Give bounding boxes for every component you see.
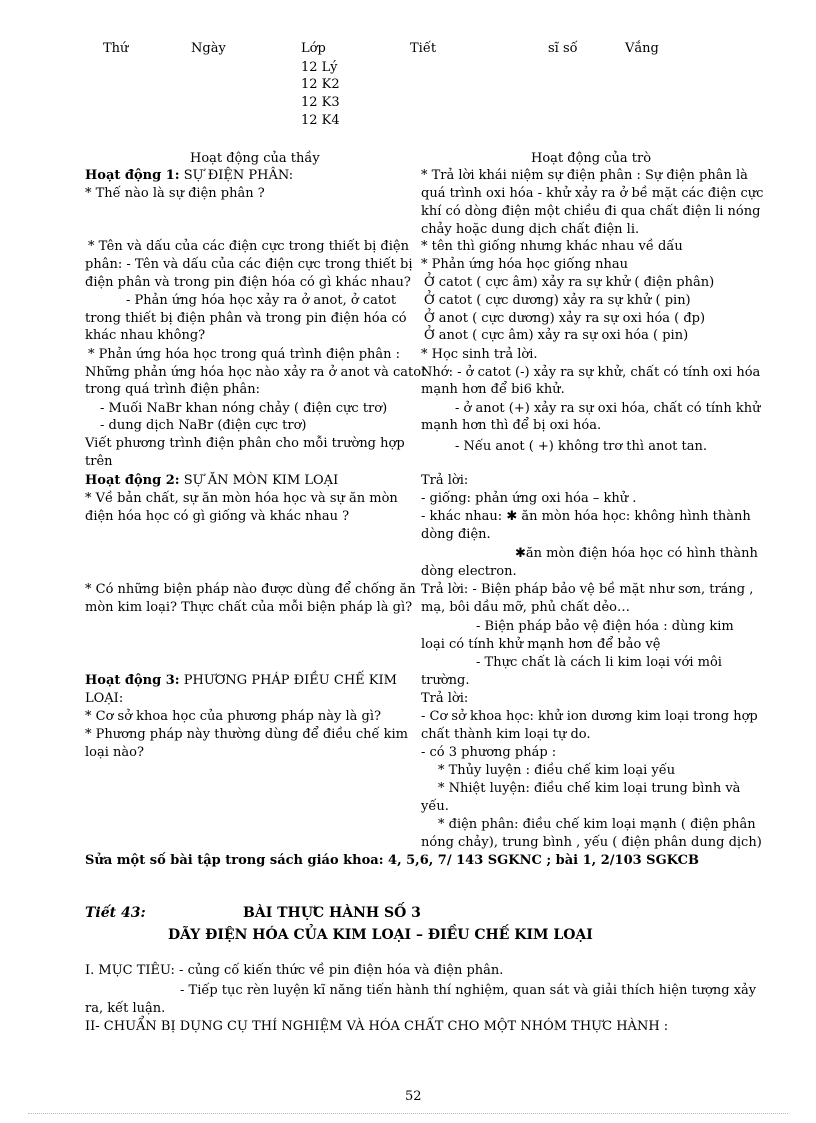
teacher-line: phân: - Tên và dấu của các điện cực trong thiết bị (85, 257, 413, 272)
teacher-line: Những phản ứng hóa học nào xảy ra ở anot và catot (85, 365, 427, 380)
student-line: Ở catot ( cực âm) xảy ra sự khử ( điện phân) (424, 275, 715, 290)
student-line: Trả lời: (421, 691, 469, 706)
student-line: Trả lời: - Biện pháp bảo vệ bề mặt như sơn, tráng , (421, 582, 754, 597)
page-number: 52 (405, 1089, 422, 1104)
class-item: 12 Lý (301, 60, 338, 75)
activity-2-label: Hoạt động 2: (85, 473, 180, 488)
student-line: ✱ăn mòn điện hóa học có hình thành (515, 546, 758, 561)
student-line: mạnh hơn để bi6 khử. (421, 382, 565, 397)
footer-divider (28, 1113, 788, 1114)
student-line: quá trình oxi hóa - khử xảy ra ở bề mặt các điện cực (421, 186, 764, 201)
header-vang: Vắng (625, 41, 659, 56)
teacher-line: - Muối NaBr khan nóng chảy ( điện cực trơ) (100, 401, 388, 416)
class-item: 12 K2 (301, 77, 340, 92)
header-lop: Lớp (301, 41, 326, 56)
student-line: dòng điện. (421, 527, 491, 542)
activity-2-title: SỰ ĂN MÒN KIM LOẠI (183, 473, 339, 488)
teacher-line: trong quá trình điện phân: (85, 382, 261, 397)
teacher-line: * Tên và dấu của các điện cực trong thiết bị điện (88, 239, 409, 254)
objective-line: ra, kết luận. (85, 1001, 166, 1016)
exercise-line: Sửa một số bài tập trong sách giáo khoa: 4, 5,6, 7/ 143 SGKNC ; bài 1, 2/103 SGKCB (85, 853, 699, 868)
activity-3-label: Hoạt động 3: (85, 673, 180, 688)
student-line: loại có tính khử mạnh hơn để bảo vệ (421, 637, 661, 652)
student-line: - Biện pháp bảo vệ điện hóa : dùng kim (476, 619, 734, 634)
student-line: chảy hoặc dung dịch chất điện li. (421, 222, 640, 237)
student-line: khí có dòng điện một chiều đi qua chất điện li nóng (421, 204, 761, 219)
student-line: mạ, bôi dầu mỡ, phủ chất dẻo… (421, 600, 631, 615)
student-line: - Cơ sở khoa học: khử ion dương kim loại trong hợp (421, 709, 758, 724)
activity-1-heading (85, 167, 293, 184)
student-line: dòng electron. (421, 564, 517, 579)
teacher-line: * Phương pháp này thường dùng để điều chế kim (85, 727, 409, 742)
teacher-line: mòn kim loại? Thực chất của mỗi biện pháp là gì? (85, 600, 413, 615)
header-tiet: Tiết (410, 41, 437, 56)
teacher-line: * Có những biện pháp nào được dùng để chống ăn (85, 582, 416, 597)
header-thu: Thứ (103, 41, 129, 56)
student-line: Ở anot ( cực dương) xảy ra sự oxi hóa ( đp) (424, 311, 706, 326)
teacher-line: loại nào? (85, 745, 144, 760)
header-ngay: Ngày (191, 41, 226, 56)
teacher-line: * Phản ứng hóa học trong quá trình điện phân : (88, 347, 401, 362)
teacher-line: - dung dịch NaBr (điện cực trơ) (100, 418, 307, 433)
header-si-so: sĩ số (548, 41, 578, 56)
teacher-line: điện hóa học có gì giống và khác nhau ? (85, 509, 350, 524)
column-student-heading: Hoạt động của trò (531, 151, 652, 166)
student-line: mạnh hơn thì để bị oxi hóa. (421, 418, 602, 433)
student-line: - ở anot (+) xảy ra sự oxi hóa, chất có tính khử (455, 401, 761, 416)
student-line: - có 3 phương pháp : (421, 745, 557, 760)
student-line: - Nếu anot ( +) không trơ thì anot tan. (455, 439, 707, 454)
lesson-tiet-label: Tiết 43: (85, 905, 146, 921)
student-line: - khác nhau: ✱ ăn mòn hóa học: không hình thành (421, 509, 751, 524)
student-line: yếu. (421, 799, 449, 814)
teacher-line: điện phân và trong pin điện hóa có gì khác nhau? (85, 275, 411, 290)
teacher-line: trên (85, 454, 113, 469)
activity-3-heading (85, 672, 397, 689)
activity-3-title: PHƯƠNG PHÁP ĐIỀU CHẾ KIM (183, 673, 397, 688)
teacher-line: Viết phương trình điện phân cho mỗi trường hợp (85, 436, 405, 451)
student-line: * Nhiệt luyện: điều chế kim loại trung bình và (438, 781, 741, 796)
teacher-line: LOẠI: (85, 691, 124, 706)
teacher-line: - Phản ứng hóa học xảy ra ở anot, ở catot (126, 293, 397, 308)
student-line: * Trả lời khái niệm sự điện phân : Sự điện phân là (421, 168, 748, 183)
activity-1-title: SỰ ĐIỆN PHÂN: (183, 168, 294, 183)
student-line: Ở catot ( cực dương) xảy ra sự khử ( pin) (424, 293, 691, 308)
student-line: * Phản ứng hóa học giống nhau (421, 257, 629, 272)
student-line: Trả lời: (421, 473, 469, 488)
class-item: 12 K4 (301, 113, 340, 128)
activity-1-label: Hoạt động 1: (85, 168, 180, 183)
objective-line: I. MỤC TIÊU: - củng cố kiến thức về pin điện hóa và điện phân. (85, 963, 504, 978)
student-line: * điện phân: điều chế kim loại mạnh ( điện phân (438, 817, 756, 832)
preparation-heading: II- CHUẨN BỊ DỤNG CỤ THÍ NGHIỆM VÀ HÓA CHẤT CHO MỘT NHÓM THỰC HÀNH : (85, 1019, 669, 1034)
teacher-line: * Cơ sở khoa học của phương pháp này là gì? (85, 709, 381, 724)
student-line: nóng chảy), trung bình , yếu ( điện phân dung dịch) (421, 835, 762, 850)
student-line: - giống: phản ứng oxi hóa – khử . (421, 491, 637, 506)
lesson-title-2: DÃY ĐIỆN HÓA CỦA KIM LOẠI – ĐIỀU CHẾ KIM LOẠI (168, 927, 593, 943)
class-item: 12 K3 (301, 95, 340, 110)
column-teacher-heading: Hoạt động của thầy (190, 151, 320, 166)
student-line: - Thực chất là cách li kim loại với môi (476, 655, 722, 670)
teacher-line: * Về bản chất, sự ăn mòn hóa học và sự ăn mòn (85, 491, 398, 506)
teacher-line: * Thế nào là sự điện phân ? (85, 186, 265, 201)
teacher-line: khác nhau không? (85, 328, 206, 343)
student-line: * Thủy luyện : điều chế kim loại yếu (438, 763, 676, 778)
teacher-line: trong thiết bị điện phân và trong pin điện hóa có (85, 311, 407, 326)
lesson-title-1: BÀI THỰC HÀNH SỐ 3 (243, 905, 421, 921)
student-line: * Học sinh trả lời. (421, 347, 538, 362)
student-line: Nhớ: - ở catot (-) xảy ra sự khử, chất có tính oxi hóa (421, 365, 761, 380)
student-line: chất thành kim loại tự do. (421, 727, 591, 742)
student-line: trường. (421, 673, 470, 688)
activity-2-heading (85, 472, 338, 489)
student-line: * tên thì giống nhưng khác nhau về dấu (421, 239, 683, 254)
student-line: Ở anot ( cực âm) xảy ra sự oxi hóa ( pin) (424, 328, 689, 343)
objective-line: - Tiếp tục rèn luyện kĩ năng tiến hành thí nghiệm, quan sát và giải thích hiện tượng xảy (180, 983, 757, 998)
